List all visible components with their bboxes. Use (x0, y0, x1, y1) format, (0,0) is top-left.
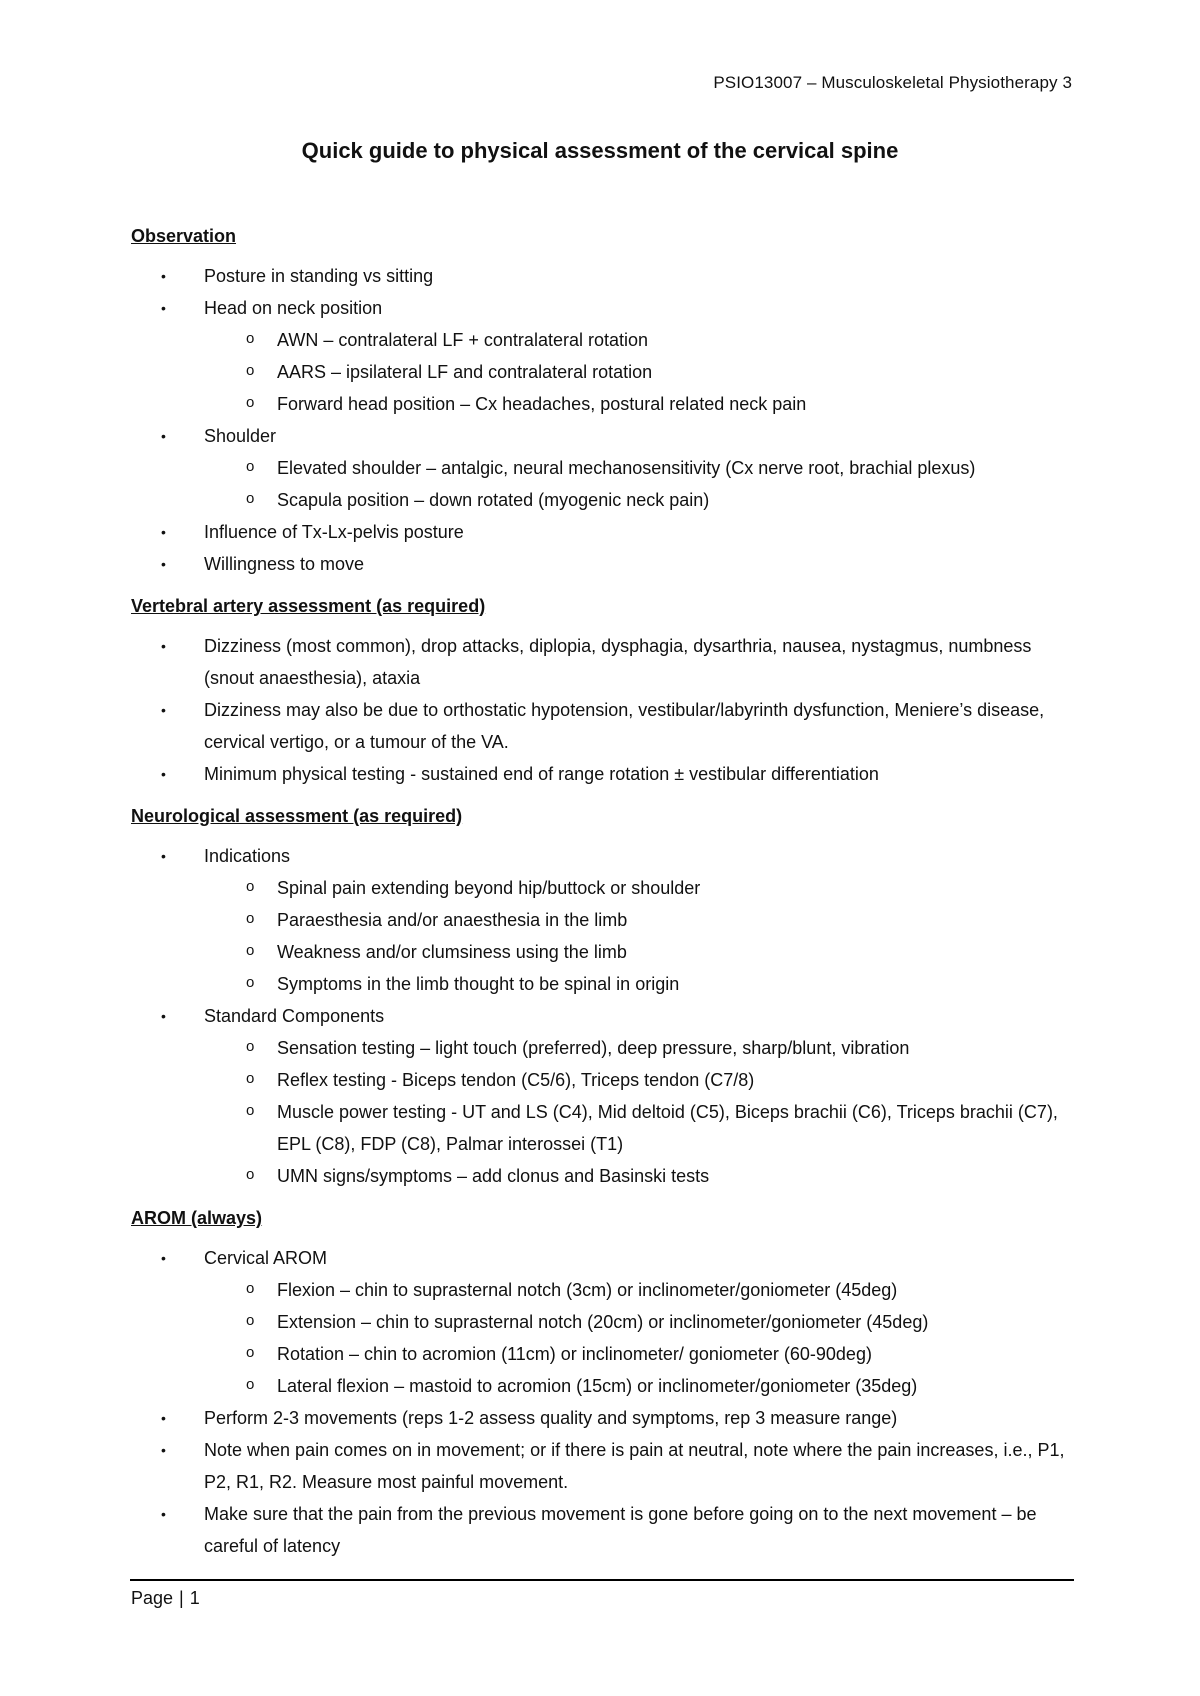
sub-list-item-text: Rotation – chin to acromion (11cm) or inclinometer/ goniometer (60-90deg) (277, 1344, 872, 1364)
section-heading: Observation (131, 226, 237, 246)
list-item (131, 1498, 1071, 1562)
sub-list-item-text: Weakness and/or clumsiness using the limb (277, 942, 627, 962)
list-item (131, 292, 1071, 420)
list-item (131, 1242, 1071, 1402)
bullet-icon: • (161, 428, 166, 444)
bullet-icon: • (161, 1442, 166, 1458)
sub-list-item-text: UMN signs/symptoms – add clonus and Basinski tests (277, 1166, 710, 1186)
sub-list-item (204, 484, 1071, 516)
list-item-text: Willingness to move (204, 554, 365, 574)
bullet-icon: • (161, 1008, 166, 1024)
sub-list-item-text: Forward head position – Cx headaches, postural related neck pain (277, 394, 807, 414)
list-item-text: Indications (204, 846, 291, 866)
section (131, 590, 1071, 790)
sub-bullet-icon: o (246, 910, 255, 927)
sub-list-item-text: Paraesthesia and/or anaesthesia in the limb (277, 910, 628, 930)
list-item-text: Cervical AROM (204, 1248, 328, 1268)
section-heading: Neurological assessment (as required) (131, 806, 463, 826)
list-item-text: Dizziness (most common), drop attacks, diplopia, dysphagia, dysarthria, nausea, nystagmus, numbness (snout anaesthesia), ataxia (204, 636, 1032, 688)
sub-bullet-icon: o (246, 1038, 255, 1055)
sub-bullet-icon: o (246, 330, 255, 347)
bullet-icon: • (161, 1506, 166, 1522)
list-item-text: Perform 2-3 movements (reps 1-2 assess quality and symptoms, rep 3 measure range) (204, 1408, 898, 1428)
sub-list-item (204, 1274, 1071, 1306)
bullet-icon: • (161, 638, 166, 654)
section (131, 220, 1071, 580)
list-item (131, 694, 1071, 758)
sub-bullet-list (204, 452, 1071, 516)
sub-list-item-text: Spinal pain extending beyond hip/buttock or shoulder (277, 878, 701, 898)
sub-bullet-icon: o (246, 490, 255, 507)
page-footer (131, 1588, 200, 1609)
page-label: Page (131, 1588, 174, 1608)
sub-bullet-icon: o (246, 1102, 255, 1119)
sub-bullet-list (204, 872, 1071, 1000)
bullet-icon: • (161, 766, 166, 782)
footer-divider (130, 1579, 1074, 1581)
sub-bullet-icon: o (246, 1376, 255, 1393)
list-item-text: Note when pain comes on in movement; or if there is pain at neutral, note where the pain increases, i.e., P1, P2, R1, R2. Measure most painful movement. (204, 1440, 1065, 1492)
list-item-text: Make sure that the pain from the previous movement is gone before going on to the next movement – be careful of latency (204, 1504, 1037, 1556)
list-item (131, 1000, 1071, 1192)
list-item-text: Shoulder (204, 426, 277, 446)
sub-list-item-text: Elevated shoulder – antalgic, neural mechanosensitivity (Cx nerve root, brachial plexus) (277, 458, 976, 478)
sub-bullet-icon: o (246, 1344, 255, 1361)
sub-list-item (204, 324, 1071, 356)
sub-list-item-text: Lateral flexion – mastoid to acromion (15cm) or inclinometer/goniometer (35deg) (277, 1376, 918, 1396)
sub-list-item (204, 904, 1071, 936)
section (131, 800, 1071, 1192)
sub-bullet-icon: o (246, 974, 255, 991)
sub-list-item (204, 936, 1071, 968)
sub-bullet-icon: o (246, 1312, 255, 1329)
bullet-icon: • (161, 702, 166, 718)
sub-list-item (204, 1096, 1071, 1160)
sub-list-item-text: Muscle power testing - UT and LS (C4), Mid deltoid (C5), Biceps brachii (C6), Triceps brachii (C7), EPL (C8), FDP (C8), Palmar interossei (T1) (277, 1102, 1058, 1154)
bullet-icon: • (161, 1410, 166, 1426)
sub-list-item (204, 388, 1071, 420)
section-heading: Vertebral artery assessment (as required) (131, 596, 486, 616)
list-item (131, 420, 1071, 516)
sub-list-item (204, 452, 1071, 484)
bullet-icon: • (161, 524, 166, 540)
sub-list-item (204, 1064, 1071, 1096)
bullet-icon: • (161, 1250, 166, 1266)
list-item (131, 548, 1071, 580)
page-separator: | (179, 1588, 184, 1608)
section (131, 1202, 1071, 1562)
sub-bullet-icon: o (246, 1280, 255, 1297)
sub-list-item-text: Scapula position – down rotated (myogenic neck pain) (277, 490, 710, 510)
page-number: 1 (189, 1588, 200, 1608)
list-item-text: Influence of Tx-Lx-pelvis posture (204, 522, 464, 542)
bullet-icon: • (161, 268, 166, 284)
list-item-text: Dizziness may also be due to orthostatic hypotension, vestibular/labyrinth dysfunction, Meniere’s disease, cervical vertigo, or a tumour of the VA. (204, 700, 1045, 752)
sub-bullet-icon: o (246, 1070, 255, 1087)
running-header: PSIO13007 – Musculoskeletal Physiotherapy 3 (713, 73, 1072, 92)
document-title: Quick guide to physical assessment of the cervical spine (301, 138, 899, 163)
list-item-text: Standard Components (204, 1006, 385, 1026)
sub-list-item (204, 1160, 1071, 1192)
sub-list-item (204, 1032, 1071, 1064)
sub-bullet-icon: o (246, 878, 255, 895)
sub-bullet-icon: o (246, 458, 255, 475)
sub-list-item (204, 1370, 1071, 1402)
list-item-text: Posture in standing vs sitting (204, 266, 434, 286)
sub-list-item-text: Flexion – chin to suprasternal notch (3cm) or inclinometer/goniometer (45deg) (277, 1280, 898, 1300)
document-body (131, 220, 1071, 1572)
sub-bullet-icon: o (246, 362, 255, 379)
list-item (131, 516, 1071, 548)
section-heading: AROM (always) (131, 1208, 263, 1228)
sub-list-item-text: AARS – ipsilateral LF and contralateral rotation (277, 362, 653, 382)
sub-bullet-list (204, 1274, 1071, 1402)
list-item (131, 1402, 1071, 1434)
sub-list-item (204, 1338, 1071, 1370)
bullet-list (131, 1242, 1071, 1562)
list-item (131, 260, 1071, 292)
list-item (131, 758, 1071, 790)
bullet-icon: • (161, 848, 166, 864)
sub-bullet-icon: o (246, 394, 255, 411)
list-item-text: Minimum physical testing - sustained end of range rotation ± vestibular differentiation (204, 764, 879, 784)
bullet-icon: • (161, 300, 166, 316)
list-item (131, 1434, 1071, 1498)
sub-list-item (204, 356, 1071, 388)
list-item (131, 840, 1071, 1000)
list-item (131, 630, 1071, 694)
list-item-text: Head on neck position (204, 298, 383, 318)
sub-bullet-icon: o (246, 1166, 255, 1183)
sub-list-item (204, 872, 1071, 904)
sub-list-item-text: Symptoms in the limb thought to be spinal in origin (277, 974, 680, 994)
bullet-list (131, 630, 1071, 790)
sub-bullet-list (204, 1032, 1071, 1192)
sub-list-item-text: Sensation testing – light touch (preferred), deep pressure, sharp/blunt, vibration (277, 1038, 910, 1058)
bullet-list (131, 260, 1071, 580)
bullet-icon: • (161, 556, 166, 572)
sub-bullet-icon: o (246, 942, 255, 959)
sub-list-item-text: Reflex testing - Biceps tendon (C5/6), Triceps tendon (C7/8) (277, 1070, 755, 1090)
sub-bullet-list (204, 324, 1071, 420)
sub-list-item-text: Extension – chin to suprasternal notch (20cm) or inclinometer/goniometer (45deg) (277, 1312, 929, 1332)
sub-list-item-text: AWN – contralateral LF + contralateral rotation (277, 330, 649, 350)
bullet-list (131, 840, 1071, 1192)
sub-list-item (204, 968, 1071, 1000)
sub-list-item (204, 1306, 1071, 1338)
